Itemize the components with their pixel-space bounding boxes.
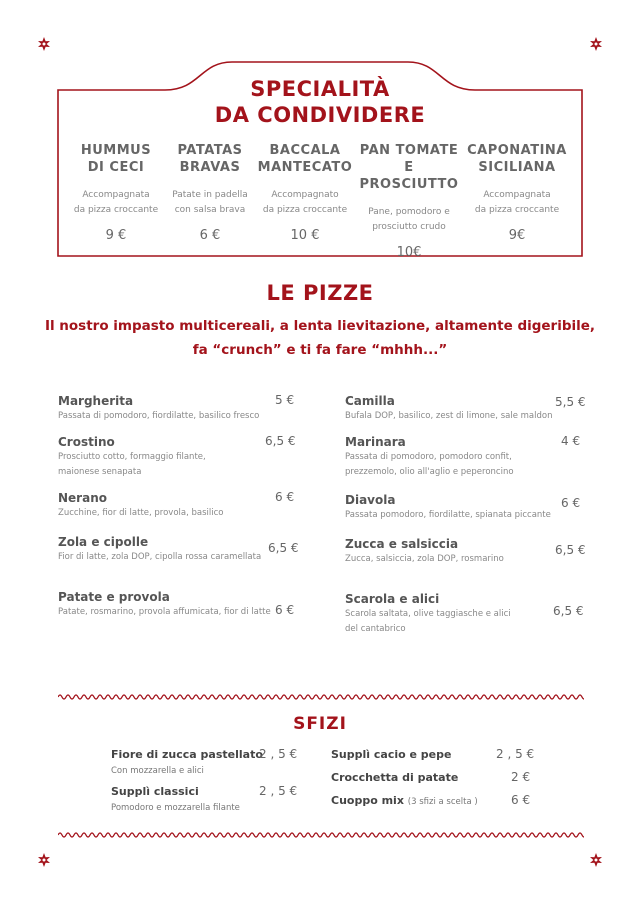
pizza-name: Camilla [345,394,395,408]
pizze-subtitle: Il nostro impasto multicereali, a lenta lievitazione, altamente digeribile, [44,318,596,334]
pizza-price: 6,5 € [553,604,584,618]
specialita-item-name: MANTECATO [257,160,353,175]
pizza-name: Crostino [58,435,115,449]
specialita-item-name: CAPONATINA [467,143,567,158]
pizza-name: Marinara [345,435,406,449]
sfizi-desc: Pomodoro e mozzarella filante [111,803,240,813]
pizza-name: Zola e cipolle [58,535,149,549]
pizza-price: 6 € [275,603,295,617]
specialita-item-name: HUMMUS [80,143,152,158]
sfizi-price: 6 € [511,793,531,807]
pizza-item [345,493,585,523]
pizza-price: 5,5 € [555,395,586,409]
pizza-price: 6,5 € [555,543,586,557]
specialita-item [354,142,464,260]
pizza-name: Diavola [345,493,396,507]
pizza-item [345,592,585,637]
pizza-desc: maionese senapata [58,467,142,477]
pizza-price: 6 € [561,496,581,510]
pizza-price: 4 € [561,434,581,448]
sfizi-price: 2 , 5 € [259,747,298,761]
specialita-item-name: PATATAS [177,143,243,158]
specialita-item-price: 10 € [290,228,320,243]
specialita-item [155,142,265,243]
pizza-price: 6,5 € [265,434,296,448]
specialita-item-name: DI CECI [87,160,145,175]
pizza-desc: Patate, rosmarino, provola affumicata, fior di latte [58,607,271,617]
pizza-desc: Bufala DOP, basilico, zest di limone, sale maldon [345,411,553,421]
pizza-desc: Passata di pomodoro, pomodoro confit, [345,452,512,462]
specialita-item-desc: da pizza croccante [474,205,560,215]
pizza-desc: del cantabrico [345,624,406,634]
pizza-price: 6 € [275,490,295,504]
pizza-desc: prezzemolo, olio all'aglio e peperoncino [345,467,514,477]
sfizi-price: 2 € [511,770,531,784]
sfizi-desc: Con mozzarella e alici [111,766,204,776]
pizza-item [58,491,298,521]
specialita-item-desc: da pizza croccante [73,205,159,215]
pizza-price: 6,5 € [268,541,299,555]
specialita-item-name: PAN TOMATE [359,143,459,158]
specialita-item-name: SICILIANA [478,160,556,175]
pizze-title: LE PIZZE [266,281,374,305]
sfizi-note: (3 sfizi a scelta ) [407,797,478,807]
specialita-item-desc: con salsa brava [174,205,246,215]
specialita-item-desc: Accompagnata [82,190,150,200]
pizza-desc: Zucca, salsiccia, zola DOP, rosmarino [345,554,504,564]
specialita-item-desc: Accompagnata [483,190,551,200]
pizza-desc: Fior di latte, zola DOP, cipolla rossa caramellata [58,552,262,562]
sfizi-name: Supplì classici [111,785,199,798]
star-ornament-icon [589,853,603,867]
sfizi-price: 2 , 5 € [259,784,298,798]
wave-divider [58,831,584,839]
specialita-item-name: E PROSCIUTTO [359,160,459,192]
pizza-item [58,590,298,620]
specialita-item-desc: Patate in padella [172,190,248,200]
specialita-item-name: BACCALA [269,143,341,158]
sfizi-name: Cuoppo mix [331,794,404,807]
specialita-item [250,142,360,243]
pizza-price: 5 € [275,393,295,407]
specialita-item-desc: Pane, pomodoro e [368,207,450,217]
specialita-title: SPECIALITÀ [250,77,390,101]
sfizi-price: 2 , 5 € [496,747,535,761]
pizza-item [58,435,298,480]
specialita-item-price: 9€ [508,228,526,243]
specialita-title-line2: DA CONDIVIDERE [214,103,426,127]
pizza-item [58,394,298,424]
pizza-item [345,435,585,480]
pizza-item [345,537,585,567]
sfizi-name: Crocchetta di patate [331,771,459,784]
specialita-item-desc: prosciutto crudo [372,222,446,232]
pizza-name: Zucca e salsiccia [345,537,459,551]
pizza-item [58,535,298,565]
pizza-name: Margherita [58,394,134,408]
specialita-item-desc: da pizza croccante [262,205,348,215]
pizze-subtitle-line2: fa “crunch” e ti fa fare “mhhh...” [192,342,448,358]
pizza-desc: Prosciutto cotto, formaggio filante, [58,452,206,462]
specialita-item-price: 10€ [396,245,422,260]
star-ornament-icon [37,853,51,867]
pizza-desc: Passata di pomodoro, fiordilatte, basilico fresco [58,411,260,421]
pizza-desc: Passata pomodoro, fiordilatte, spianata piccante [345,510,551,520]
sfizi-name: Fiore di zucca pastellato [111,748,263,761]
specialita-item-name: BRAVAS [179,160,241,175]
pizza-desc: Zucchine, fior di latte, provola, basilico [58,508,224,518]
sfizi-title: SFIZI [293,714,347,734]
pizza-name: Scarola e alici [345,592,440,606]
pizza-name: Patate e provola [58,590,170,604]
specialita-item-price: 6 € [199,228,221,243]
pizza-item [345,394,585,424]
pizza-name: Nerano [58,491,107,505]
sfizi-name: Supplì cacio e pepe [331,748,452,761]
wave-divider [58,693,584,701]
sfizi-item-cuoppo [331,794,478,807]
specialita-item [462,142,572,243]
specialita-item-price: 9 € [105,228,127,243]
specialita-item-desc: Accompagnato [271,190,339,200]
pizza-desc: Scarola saltata, olive taggiasche e alici [345,609,511,619]
